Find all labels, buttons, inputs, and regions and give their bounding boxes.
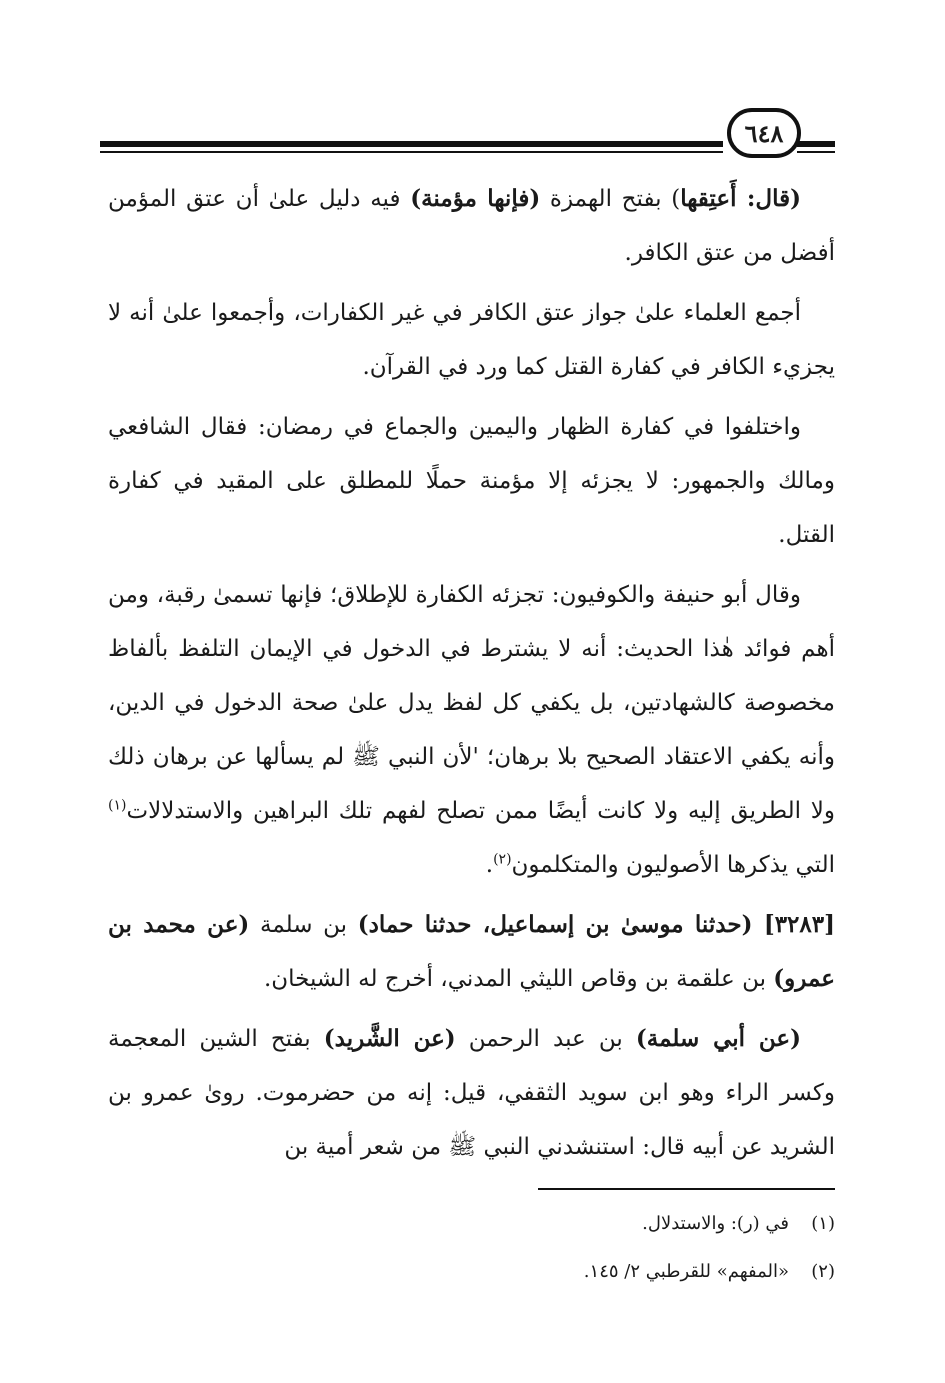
footnote-ref: (١) <box>108 797 127 814</box>
text-segment: فيه دليل علىٰ أن عتق المؤمن أفضل من عتق الكافر. <box>108 186 835 266</box>
main-text <box>108 172 835 1180</box>
footnote-separator <box>538 1188 835 1190</box>
text-segment: ) بفتح الهمزة <box>540 186 681 212</box>
footnote-ref: (٢) <box>493 851 512 868</box>
text-segment: التي يذكرها الأصوليون والمتكلمون <box>511 852 835 878</box>
text-segment: وقال أبو حنيفة والكوفيون: تجزئه الكفارة للإطلاق؛ فإنها تسمىٰ رقبة، ومن أهم فوائد هٰذا الحديث: أنه لا يشترط في الدخول في الإيمان التلفظ بألفاظ مخصوصة كالشهادتين، بل يكفي كل لفظ يدل علىٰ صحة الدخول في الدين، وأنه يكفي الاعتقاد الصحيح بلا برهان؛ 'لأن النبي ﷺ لم يسألها عن برهان ذلك ولا الطريق إليه ولا كانت أيضًا ممن تصلح لفهم تلك البراهين والاستدلالات <box>108 582 835 824</box>
paragraph <box>108 286 835 394</box>
text-segment: بفتح الشين المعجمة وكسر الراء وهو ابن سويد الثقفي، قيل: إنه من حضرموت. روىٰ عمرو بن الشريد عن أبيه قال: استنشدني النبي ﷺ من شعر أمية بن <box>108 1026 835 1160</box>
text-segment: (فإنها مؤمنة) <box>410 185 541 212</box>
text-segment: أَعتِقها <box>680 185 737 212</box>
footnotes <box>108 1200 835 1296</box>
header-rule-thin <box>100 151 723 153</box>
paragraph <box>108 400 835 562</box>
page-number: ٦٤٨ <box>727 108 801 158</box>
text-segment: بن عبد الرحمن <box>455 1026 636 1052</box>
text-segment: بن سلمة <box>249 912 358 938</box>
footnote-text: «المفهم» للقرطبي ٢/ ١٤٥. <box>583 1261 789 1282</box>
text-segment: (عن الشَّريد) <box>323 1025 456 1052</box>
paragraph <box>108 568 835 892</box>
page-header <box>100 108 835 158</box>
paragraph <box>108 172 835 280</box>
text-segment: (قال: <box>736 185 801 212</box>
footnote-number: (٢) <box>811 1261 835 1282</box>
footnote <box>108 1200 835 1248</box>
text-segment: . <box>485 852 494 878</box>
text-segment: [٣٢٨٣] (حدثنا موسىٰ بن إسماعيل، حدثنا حماد) <box>357 911 836 938</box>
text-segment: (عن أبي سلمة) <box>635 1025 801 1052</box>
text-segment: أجمع العلماء علىٰ جواز عتق الكافر في غير الكفارات، وأجمعوا علىٰ أنه لا يجزيء الكافر في كفارة القتل كما ورد في القرآن. <box>108 300 835 380</box>
paragraph <box>108 1012 835 1174</box>
header-rule-tail <box>797 141 835 147</box>
text-segment: بن علقمة بن وقاص الليثي المدني، أخرج له الشيخان. <box>263 966 774 992</box>
paragraph <box>108 898 835 1006</box>
footnote-text: في (ر): والاستدلال. <box>642 1213 789 1234</box>
text-segment: (عن محمد بن عمرو) <box>108 911 835 992</box>
header-rule <box>100 141 723 147</box>
text-segment: واختلفوا في كفارة الظهار واليمين والجماع في رمضان: فقال الشافعي ومالك والجمهور: لا يجزئه إلا مؤمنة حملًا للمطلق على المقيد في كفارة القتل. <box>108 414 835 548</box>
footnote <box>108 1248 835 1296</box>
header-rule-tail-thin <box>797 151 835 153</box>
footnote-number: (١) <box>811 1213 835 1234</box>
